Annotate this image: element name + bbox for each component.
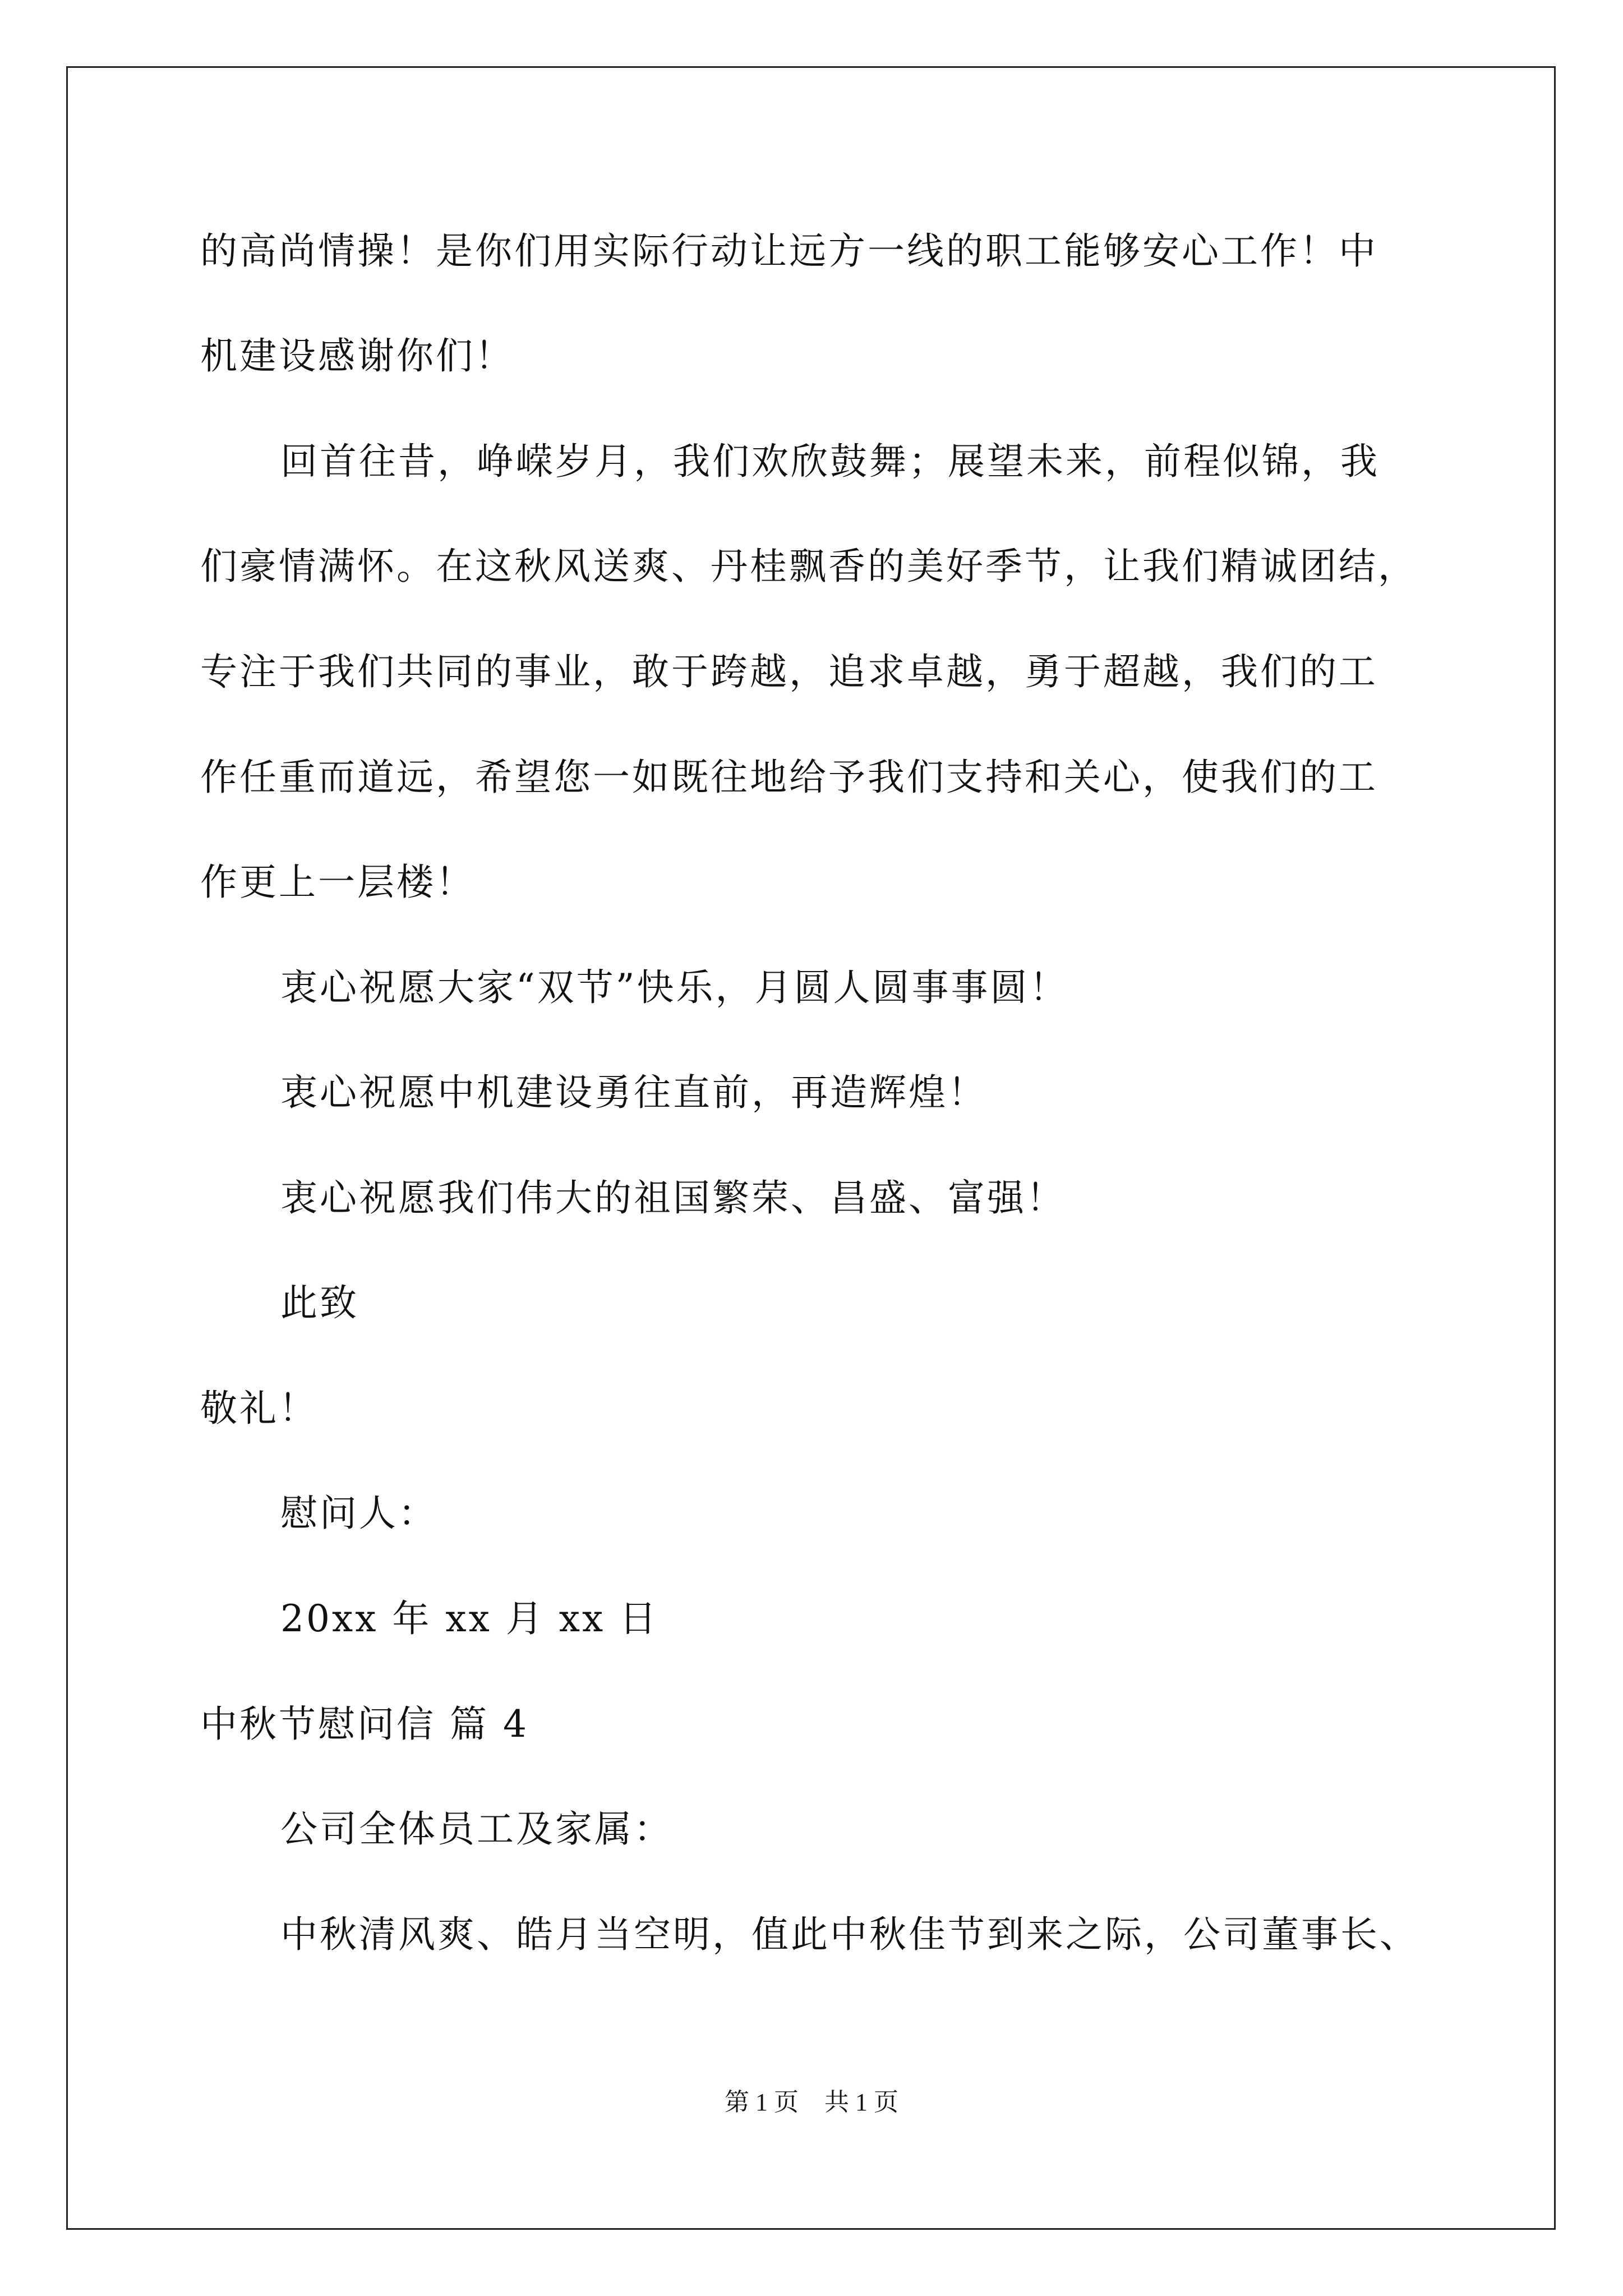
closing-line: 此致	[280, 1281, 359, 1324]
text-line: 的高尚情操！是你们用实际行动让远方一线的职工能够安心工作！中	[200, 229, 1378, 273]
page-border	[66, 66, 1556, 2230]
greeting-line: 公司全体员工及家属：	[280, 1807, 673, 1851]
wish-line: 衷心祝愿我们伟大的祖国繁荣、昌盛、富强！	[280, 1176, 1066, 1220]
page-footer	[0, 2087, 1623, 2118]
page-total: 共 1 页	[824, 2088, 898, 2116]
section-heading: 中秋节慰问信 篇 4	[200, 1703, 529, 1746]
paragraph-line: 回首往昔，峥嵘岁月，我们欢欣鼓舞；展望未来，前程似锦，我	[280, 440, 1380, 483]
wish-line: 衷心祝愿大家“双节”快乐，月圆人圆事事圆！	[280, 966, 1069, 1009]
text-line: 机建设感谢你们！	[200, 334, 514, 378]
wish-line: 衷心祝愿中机建设勇往直前，再造辉煌！	[280, 1071, 987, 1114]
date-line: 20xx 年 xx 月 xx 日	[280, 1597, 659, 1640]
paragraph-line: 中秋清风爽、皓月当空明，值此中秋佳节到来之际，公司董事长、	[280, 1913, 1419, 1956]
text-line: 专注于我们共同的事业，敢于跨越，追求卓越，勇于超越，我们的工	[200, 650, 1378, 693]
signature-label: 慰问人：	[280, 1492, 437, 1535]
salutation-line: 敬礼！	[200, 1387, 318, 1430]
page-number: 第 1 页	[725, 2088, 799, 2116]
text-line: 作任重而道远，希望您一如既往地给予我们支持和关心，使我们的工	[200, 756, 1378, 799]
text-line: 们豪情满怀。在这秋风送爽、丹桂飘香的美好季节，让我们精诚团结，	[200, 545, 1417, 588]
text-line: 作更上一层楼！	[200, 861, 475, 904]
